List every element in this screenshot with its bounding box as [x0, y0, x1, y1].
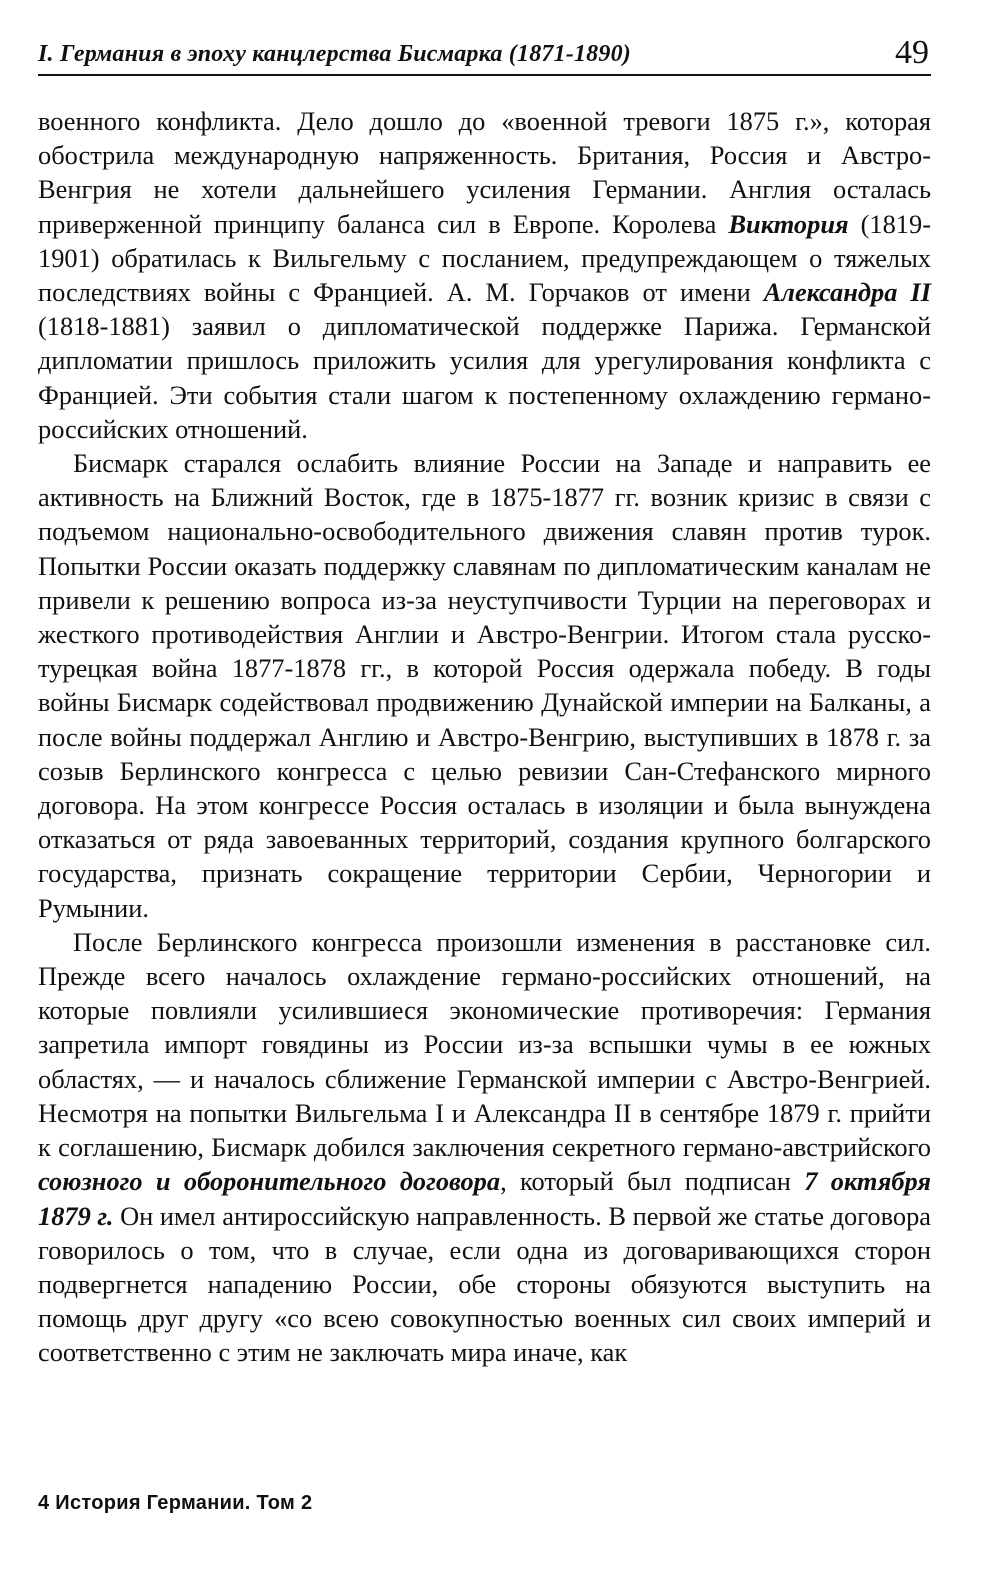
- paragraph-text: Бисмарк старался ослабить влияние России на Западе и направить ее активность на Ближний Восток, где в 1875-1877 гг. возник кризис в связи с подъемом национально-освободительного движения славян против турок. Попытки России оказать поддержку славянам по дипломатическим каналам не привели к решению вопроса из-за неуступчивости Турции на переговорах и жесткого противодействия Англии и Австро-Венгрии. Итогом стала русско-турецкая война 1877-1878 гг., в которой Россия одержала победу. В годы войны Бисмарк содействовал продвижению Дунайской империи на Балканы, а после войны поддержал Англию и Австро-Венгрию, выступивших в 1878 г. за созыв Берлинского конгресса с целью ревизии Сан-Стефанского мирного договора. На этом конгрессе Россия осталась в изоляции и была вынуждена отказаться от ряда завоеванных территорий, создания крупного болгарского государства, признать сокращение территории Сербии, Черногории и Румынии.: [38, 448, 931, 923]
- emphasis-text: Виктория: [728, 208, 849, 239]
- signature-line: 4 История Германии. Том 2: [38, 1492, 313, 1514]
- paragraph-text: (1819-1901) обратилась к Вильгельму с посланием, предупреждающем о тяжелых последствиях войны с Францией. А. М. Горчаков от имени: [38, 208, 931, 308]
- page-header: [38, 28, 931, 76]
- paragraph-text: (1818-1881) заявил о дипломатической поддержке Парижа. Германской дипломатии пришлось приложить усилия для урегулирования конфликта с Францией. Эти события стали шагом к постепенному охлаждению германо-российских отношений.: [38, 311, 931, 444]
- paragraph-text: Он имел антироссийскую направленность. В первой же статье договора говорилось о том, что в случае, если одна из договаривающихся сторон подвергнется нападению России, обе стороны обязуются выступить на помощь друг другу «со всею совокупностью военных сил своих империй и соответственно с этим не заключать мира иначе, как: [38, 1200, 931, 1368]
- paragraph: [38, 446, 931, 925]
- paragraph: [38, 104, 931, 446]
- page-number: 49: [895, 34, 929, 71]
- paragraph: [38, 925, 931, 1370]
- emphasis-text: союзного и оборонительного договора: [38, 1166, 501, 1197]
- body-text: [38, 104, 931, 1370]
- running-head: I. Германия в эпоху канцлерства Бисмарка (1871-1890): [38, 41, 631, 67]
- emphasis-text: Александра II: [763, 277, 931, 308]
- paragraph-text: После Берлинского конгресса произошли изменения в расстановке сил. Прежде всего началось охлаждение германо-российских отношений, на которые повлияли усилившиеся экономические противоречия: Германия запретила импорт говядины из России из-за вспышки чумы в ее южных областях, — и началось сближение Германской империи с Австро-Венгрией. Несмотря на попытки Вильгельма I и Александра II в сентябре 1879 г. прийти к соглашению, Бисмарк добился заключения секретного германо-австрийского: [38, 926, 931, 1163]
- paragraph-text: военного конфликта. Дело дошло до «военной тревоги 1875 г.», которая обострила международную напряженность. Британия, Россия и Австро-Венгрия не хотели дальнейшего усиления Германии. Англия осталась приверженной принципу баланса сил в Европе. Королева: [38, 106, 931, 239]
- emphasis-text: 7 октября 1879 г.: [38, 1166, 931, 1231]
- paragraph-text: , который был подписан: [500, 1166, 805, 1197]
